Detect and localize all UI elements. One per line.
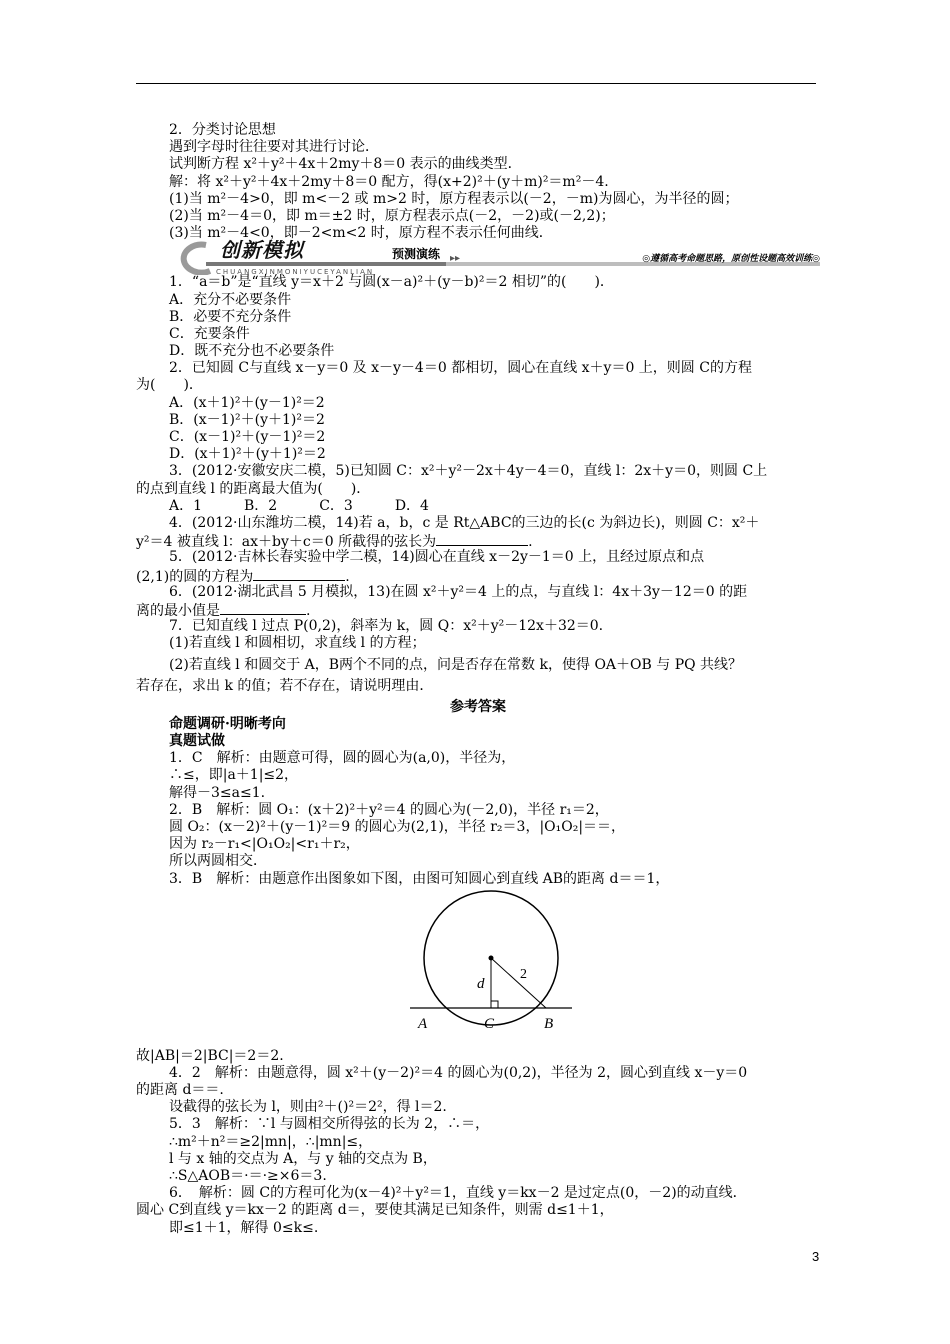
practice-questions bbox=[136, 274, 820, 695]
question-text: (2,1)的圆的方程为 bbox=[136, 568, 254, 585]
text-line: B．(x－1)²＋(y＋1)²＝2 bbox=[169, 411, 325, 428]
text-line: 2．B 解析：圆 O₁：(x＋2)²＋y²＝4 的圆心为(－2,0)，半径 r₁＝2， bbox=[169, 801, 609, 818]
text-line: (1)若直线 l 和圆相切，求直线 l 的方程； bbox=[169, 635, 426, 652]
radius-segment bbox=[491, 958, 546, 1008]
center-point bbox=[489, 955, 494, 960]
text-line: A．充分不必要条件 bbox=[169, 291, 292, 308]
text-line: 6．(2012·湖北武昌 5 月模拟，13)在圆 x²＋y²＝4 上的点，与直线 l：4x＋3y－12＝0 的距 bbox=[169, 583, 748, 600]
label-b: B bbox=[544, 1015, 554, 1032]
label-radius: 2 bbox=[520, 966, 527, 982]
text-line: 3．(2012·安徽安庆二模，5)已知圆 C：x²＋y²－2x＋4y－4＝0，直线 l：2x＋y＝0，则圆 C上 bbox=[169, 463, 768, 480]
text-line: A．(x＋1)²＋(y－1)²＝2 bbox=[169, 394, 325, 411]
header-rule bbox=[136, 83, 816, 84]
text-line: ∴S△AOB＝·＝·≥×6＝3. bbox=[169, 1168, 327, 1184]
banner-title: 创新模拟 bbox=[220, 238, 304, 263]
label-a: A bbox=[418, 1015, 428, 1032]
text-line: 解：将 x²＋y²＋4x＋2my＋8＝0 配方，得(x+2)²＋(y＋m)²＝m²－4. bbox=[169, 173, 609, 190]
text-line: 5．3 解析：∵l 与圆相交所得弦的长为 2，∴＝， bbox=[169, 1116, 490, 1133]
section-subheading: 真题试做 bbox=[169, 733, 225, 749]
answers-part2 bbox=[136, 1048, 820, 1237]
text-line: 3．B 解析：由题意作出图象如下图，由图可知圆心到直线 AB的距离 d＝＝1， bbox=[169, 870, 670, 887]
text-line: C．(x－1)²＋(y－1)²＝2 bbox=[169, 429, 326, 445]
text-line: C．充要条件 bbox=[169, 325, 250, 342]
text-line: A．1 B．2 C．3 D．4 bbox=[169, 497, 429, 514]
thinking-method-section bbox=[136, 122, 820, 242]
circle-diagram bbox=[406, 888, 576, 1048]
question-text: 离的最小值是 bbox=[136, 602, 220, 619]
text-line: 故|AB|＝2|BC|＝2＝2. bbox=[136, 1047, 284, 1064]
text-line: D．既不充分也不必要条件 bbox=[169, 343, 335, 360]
text-line: y²＝4 被直线 l：ax＋by＋c＝0 所截得的弦长为 . bbox=[136, 534, 533, 551]
text-line: 为( )． bbox=[136, 377, 203, 394]
answers-heading: 参考答案 bbox=[450, 698, 506, 715]
banner-slogan: ◎遵循高考命题思路，原创性设题高效训练◎ bbox=[642, 254, 820, 265]
circle-figure bbox=[136, 888, 820, 1048]
text-line: (3)当 m²－4<0，即－2<m<2 时，原方程不表示任何曲线． bbox=[169, 225, 553, 242]
answer-blank bbox=[253, 567, 345, 581]
banner-c-logo bbox=[184, 245, 210, 273]
answers-part1 bbox=[136, 750, 820, 888]
label-c: C bbox=[484, 1015, 495, 1032]
question-text: y²＝4 被直线 l：ax＋by＋c＝0 所截得的弦长为 bbox=[136, 534, 437, 551]
banner-arrows: ▸▸ bbox=[450, 253, 461, 265]
text-line: 4．(2012·山东潍坊二模，14)若 a，b，c 是 Rt△ABC的三边的长(c 为斜边长)，则圆 C：x²＋ bbox=[169, 514, 760, 531]
text-line: 1．“a＝b”是“直线 y＝x＋2 与圆(x－a)²＋(y－b)²＝2 相切”的( )． bbox=[169, 274, 614, 291]
text-line: 2．已知圆 C与直线 x－y＝0 及 x－y－4＝0 都相切，圆心在直线 x＋y＝0 上，则圆 C的方程 bbox=[169, 360, 752, 377]
text-line: 所以两圆相交． bbox=[169, 853, 267, 870]
banner-pinyin: CHUANGXINMONIYUCEYANLIAN bbox=[216, 268, 375, 277]
text-line: 7．已知直线 l 过点 P(0,2)，斜率为 k，圆 Q：x²＋y²－12x＋32＝0. bbox=[169, 618, 604, 635]
label-d: d bbox=[477, 975, 485, 992]
text-line: (2)当 m²－4＝0，即 m＝±2 时，原方程表示点(－2，－2)或(－2,2)； bbox=[169, 207, 615, 224]
right-angle-mark bbox=[491, 1001, 498, 1008]
text-line: 圆 O₂：(x－2)²＋(y－1)²＝9 的圆心为(2,1)，半径 r₂＝3，|O₁O₂|＝＝， bbox=[169, 818, 626, 835]
text-line: 解得－3≤a≤1. bbox=[169, 784, 266, 801]
text-line: 4．2 解析：由题意得，圆 x²＋(y－2)²＝4 的圆心为(0,2)，半径为 2，圆心到直线 x－y＝0 bbox=[169, 1064, 748, 1081]
text-line: (2)若直线 l 和圆交于 A，B两个不同的点，问是否存在常数 k，使得 OA＋OB 与 PQ 共线？ bbox=[169, 657, 743, 674]
page-body bbox=[136, 122, 820, 1237]
text-line: 2．分类讨论思想 bbox=[169, 122, 276, 138]
text-line: (2,1)的圆的方程为 . bbox=[136, 568, 350, 585]
section-banner bbox=[166, 238, 820, 277]
answer-blank bbox=[220, 601, 306, 615]
text-line: 试判断方程 x²＋y²＋4x＋2my＋8＝0 表示的曲线类型． bbox=[169, 156, 522, 173]
text-line: 即≤1＋1，解得 0≤k≤. bbox=[169, 1219, 319, 1236]
text-line: ∴m²＋n²＝≥2|mn|，∴|mn|≤， bbox=[169, 1133, 373, 1150]
text-line: 6． 解析：圆 C的方程可化为(x－4)²＋y²＝1，直线 y＝kx－2 是过定点(0，－2)的动直线． bbox=[169, 1185, 747, 1202]
text-line: l 与 x 轴的交点为 A，与 y 轴的交点为 B， bbox=[169, 1150, 437, 1167]
text-line: 的点到直线 l 的距离最大值为( )． bbox=[136, 480, 371, 497]
text-line: ∴≤，即|a＋1|≤2， bbox=[169, 767, 299, 784]
text-line: 5．(2012·吉林长春实验中学二模，14)圆心在直线 x－2y－1＝0 上，且经过原点和点 bbox=[169, 549, 705, 566]
text-line: 1．C 解析：由题意可得，圆的圆心为(a,0)，半径为， bbox=[169, 750, 516, 767]
answer-blank bbox=[436, 532, 528, 546]
text-line: 离的最小值是 . bbox=[136, 602, 311, 619]
section-heading: 命题调研·明晰考向 bbox=[169, 715, 286, 732]
text-line: 因为 r₂－r₁<|O₁O₂|<r₁＋r₂， bbox=[169, 836, 360, 853]
text-line: 圆心 C到直线 y＝kx－2 的距离 d＝，要使其满足已知条件，则需 d≤1＋1， bbox=[136, 1202, 614, 1219]
text-line: D．(x＋1)²＋(y＋1)²＝2 bbox=[169, 446, 326, 463]
text-line: 的距离 d＝＝. bbox=[136, 1082, 224, 1099]
text-line: 设截得的弦长为 l，则由²＋()²＝2²，得 l＝2. bbox=[169, 1099, 447, 1116]
page-number: 3 bbox=[812, 1249, 820, 1264]
text-line: 若存在，求出 k 的值；若不存在，请说明理由． bbox=[136, 678, 434, 695]
text-line: 遇到字母时往往要对其进行讨论． bbox=[169, 139, 379, 156]
banner-subtitle: 预测演练 bbox=[392, 247, 441, 262]
text-line: (1)当 m²－4>0，即 m<－2 或 m>2 时，原方程表示以(－2，－m)为圆心，为半径的圆； bbox=[169, 190, 739, 207]
text-line: B．必要不充分条件 bbox=[169, 308, 292, 325]
